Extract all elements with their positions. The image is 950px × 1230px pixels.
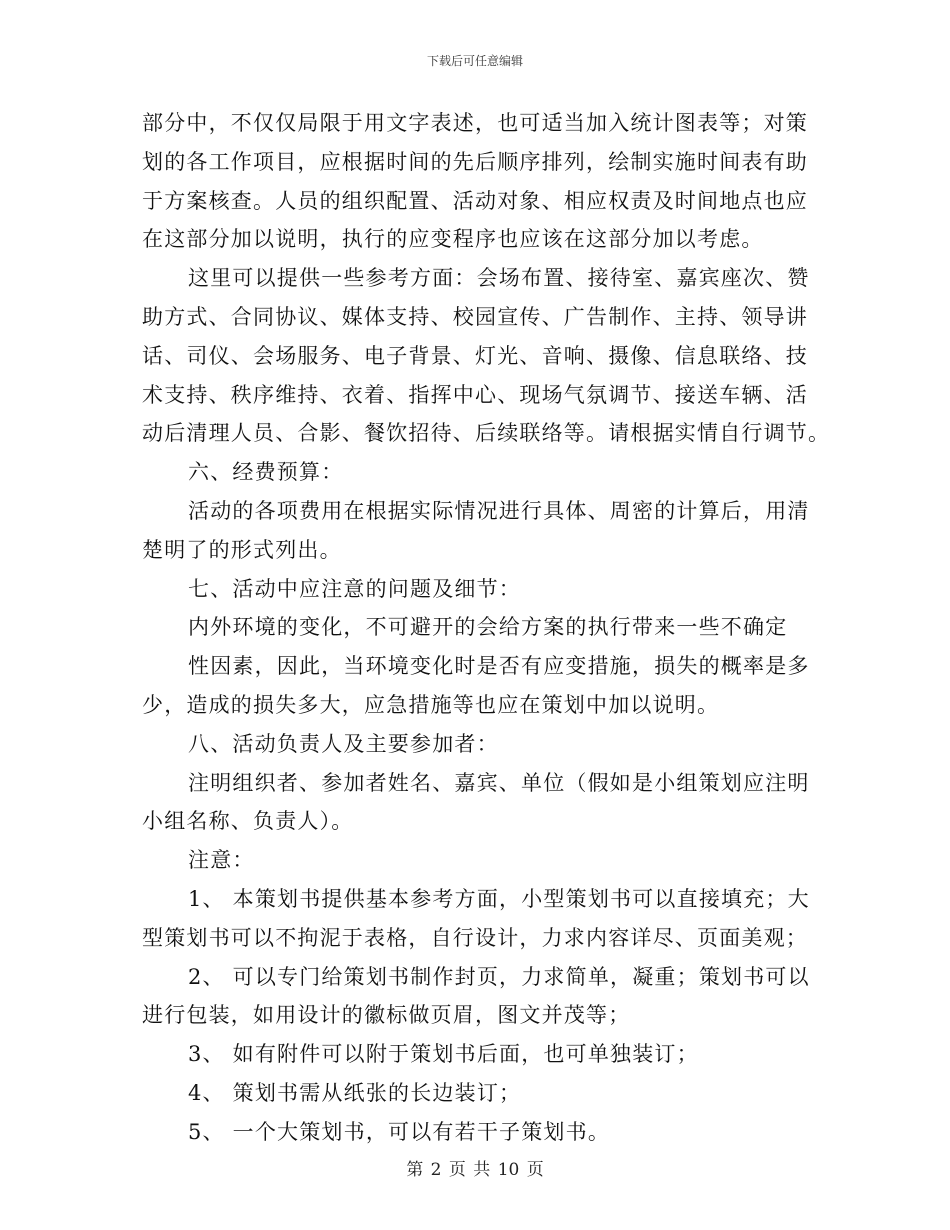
page-header: 下载后可任意编辑 xyxy=(426,54,523,68)
note-item: 4、 策划书需从纸张的长边装订； xyxy=(188,1080,522,1105)
body-line: 助方式、合同协议、媒体支持、校园宣传、广告制作、主持、领导讲 xyxy=(142,304,808,329)
section-heading: 六、经费预算： xyxy=(188,460,344,485)
note-item: 3、 如有附件可以附于策划书后面，也可单独装订； xyxy=(188,1042,699,1067)
note-item: 2、 可以专门给策划书制作封页，力求简单，凝重；策划书可以 xyxy=(188,964,810,989)
body-line: 进行包装，如用设计的徽标做页眉，图文并茂等； xyxy=(142,1003,631,1028)
body-line: 活动的各项费用在根据实际情况进行具体、周密的计算后，用清 xyxy=(188,498,810,523)
note-item: 5、 一个大策划书，可以有若干子策划书。 xyxy=(188,1119,611,1144)
body-line: 注明组织者、参加者姓名、嘉宾、单位（假如是小组策划应注明 xyxy=(188,770,810,795)
note-item: 1、 本策划书提供基本参考方面，小型策划书可以直接填充；大 xyxy=(188,886,810,911)
body-line: 内外环境的变化，不可避开的会给方案的执行带来一些不确定 xyxy=(188,615,788,640)
page-footer: 第 2 页 共 10 页 xyxy=(406,1160,544,1180)
body-line: 在这部分加以说明，执行的应变程序也应该在这部分加以考虑。 xyxy=(142,227,764,252)
body-line: 性因素，因此，当环境变化时是否有应变措施，损失的概率是多 xyxy=(188,654,810,679)
body-line: 术支持、秩序维持、衣着、指挥中心、现场气氛调节、接送车辆、活 xyxy=(142,382,808,407)
body-line: 动后清理人员、合影、餐饮招待、后续联络等。请根据实情自行调节。 xyxy=(142,421,831,446)
section-heading: 八、活动负责人及主要参加者： xyxy=(188,731,499,756)
body-line: 于方案核查。人员的组织配置、活动对象、相应权责及时间地点也应 xyxy=(142,188,808,213)
document-body xyxy=(142,104,831,1152)
body-line: 型策划书可以不拘泥于表格，自行设计，力求内容详尽、页面美观； xyxy=(142,925,808,950)
section-heading: 七、活动中应注意的问题及细节： xyxy=(188,576,521,601)
body-line: 划的各工作项目，应根据时间的先后顺序排列，绘制实施时间表有助 xyxy=(142,149,808,174)
body-line: 这里可以提供一些参考方面：会场布置、接待室、嘉宾座次、赞 xyxy=(188,266,810,291)
body-line: 楚明了的形式列出。 xyxy=(142,537,342,562)
body-line: 少，造成的损失多大，应急措施等也应在策划中加以说明。 xyxy=(142,692,720,717)
body-line: 小组名称、负责人）。 xyxy=(142,809,354,834)
body-line: 部分中，不仅仅局限于用文字表述，也可适当加入统计图表等；对策 xyxy=(142,111,808,135)
body-line: 话、司仪、会场服务、电子背景、灯光、音响、摄像、信息联络、技 xyxy=(142,343,808,368)
section-heading: 注意： xyxy=(188,848,255,873)
